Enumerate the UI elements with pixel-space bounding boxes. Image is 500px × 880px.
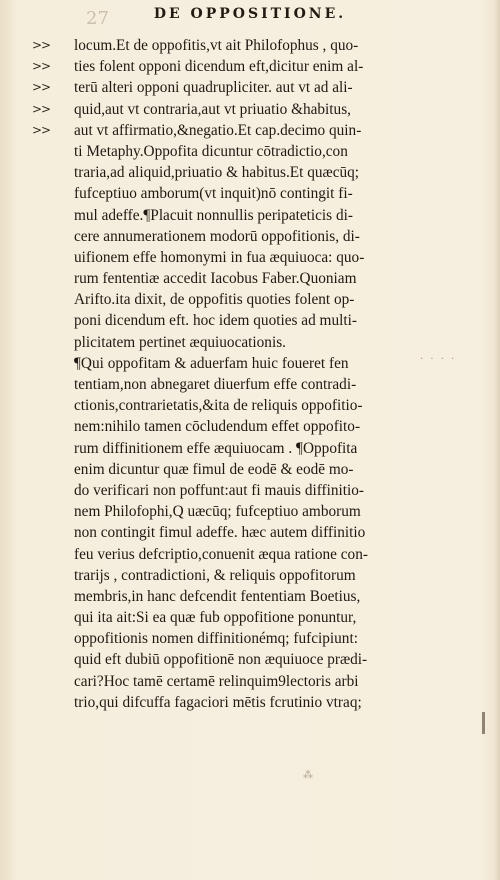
text-line: tentiam,non abnegaret diuerfum effe contradi- xyxy=(74,376,357,393)
text-line xyxy=(32,99,462,120)
text-line: do verificari non poffunt:aut fi mauis diffinitio- xyxy=(74,481,365,499)
line-text: terū alteri opponi quadrupliciter. aut vt ad ali- xyxy=(74,79,353,97)
text-line: membris,in hanc defcendit fententiam Boetius, xyxy=(74,587,361,605)
text-line xyxy=(32,35,462,56)
text-line xyxy=(32,56,462,77)
text-line: oppofitionis nomen diffinitionémq; fufcipiunt: xyxy=(74,630,358,648)
text-line: trarijs , contradictioni, & reliquis oppofitorum xyxy=(74,566,356,584)
margin-quote-mark: >> xyxy=(32,59,51,74)
line-text: ties folent opponi dicendum eft,dicitur enim al- xyxy=(74,58,364,76)
text-line xyxy=(32,120,462,141)
line-text: quid,aut vt contraria,aut vt priuatio &habitus, xyxy=(74,100,351,118)
text-line: ¶Qui oppofitam & aduerfam huic foueret fen xyxy=(74,354,349,372)
text-line: nem:nihilo tamen cōcludendum effet oppofito- xyxy=(74,418,361,436)
text-line: enim dicuntur quæ fimul de eodē & eodē mo- xyxy=(74,460,354,478)
text-line: mul adeffe.¶Placuit nonnullis peripateticis di- xyxy=(74,206,353,224)
paper-stain-mark: ⁂ xyxy=(303,770,313,781)
text-line: cere annumerationem modorū oppofitionis, di- xyxy=(74,227,360,245)
text-line: rum diffinitionem effe æquiuocam . ¶Oppofita xyxy=(74,439,358,457)
text-line: poni dicendum eft. hoc idem quoties ad multi- xyxy=(74,312,357,330)
page-edge-shadow xyxy=(494,0,500,880)
text-line: trio,qui difcuffa fagaciori mētis fcrutinio vtraq; xyxy=(74,693,362,711)
text-line: rum fententiæ accedit Iacobus Faber.Quoniam xyxy=(74,270,357,288)
margin-quote-mark: >> xyxy=(32,80,51,95)
line-text: aut vt affirmatio,&negatio.Et cap.decimo quin- xyxy=(74,121,362,139)
text-line: cari?Hoc tamē certamē relinquim9lectoris arbi xyxy=(74,672,359,690)
text-line: nem Philofophi,Q uæcūq; fufceptiuo amborum xyxy=(74,503,361,521)
running-title: DE OPPOSITIONE. xyxy=(153,6,347,22)
folio-number: 27 xyxy=(86,8,109,29)
text-line: non contingit fimul adeffe. hæc autem diffinitio xyxy=(74,524,366,542)
margin-quote-mark: >> xyxy=(32,101,51,116)
text-line: fufceptiuo amborum(vt inquit)nō contingit fi- xyxy=(74,185,353,203)
text-line: feu verius defcriptio,conuenit æqua ratione con- xyxy=(74,545,368,563)
text-line: uifionem effe homonymi in fua æquiuoca: quo- xyxy=(74,248,365,266)
text-line: plicitatem pertinet æquiuocationis. xyxy=(74,333,286,351)
text-line: qui ita ait:Si ea quæ fub oppofitione ponuntur, xyxy=(74,609,357,627)
text-line xyxy=(32,77,462,98)
margin-quote-mark: >> xyxy=(32,38,51,52)
text-block xyxy=(32,35,462,713)
text-line: traria,ad aliquid,priuatio & habitus.Et quæcūq; xyxy=(74,164,360,182)
margin-quote-mark: >> xyxy=(32,122,51,137)
text-line: quid eft dubiū oppofitionē non æquiuoce prædi- xyxy=(74,651,368,669)
faint-dots-decoration: · · · · xyxy=(420,354,457,365)
margin-bracket-mark xyxy=(482,712,485,734)
text-line: Arifto.ita dixit, de oppofitis quoties folent op- xyxy=(74,291,355,309)
text-line: ctionis,contrarietatis,&ita de reliquis oppofitio- xyxy=(74,397,363,415)
text-line: ti Metaphy.Oppofita dicuntur cōtradictio,con xyxy=(74,142,348,160)
line-text: locum.Et de oppofitis,vt ait Philofophus , quo- xyxy=(74,37,359,54)
